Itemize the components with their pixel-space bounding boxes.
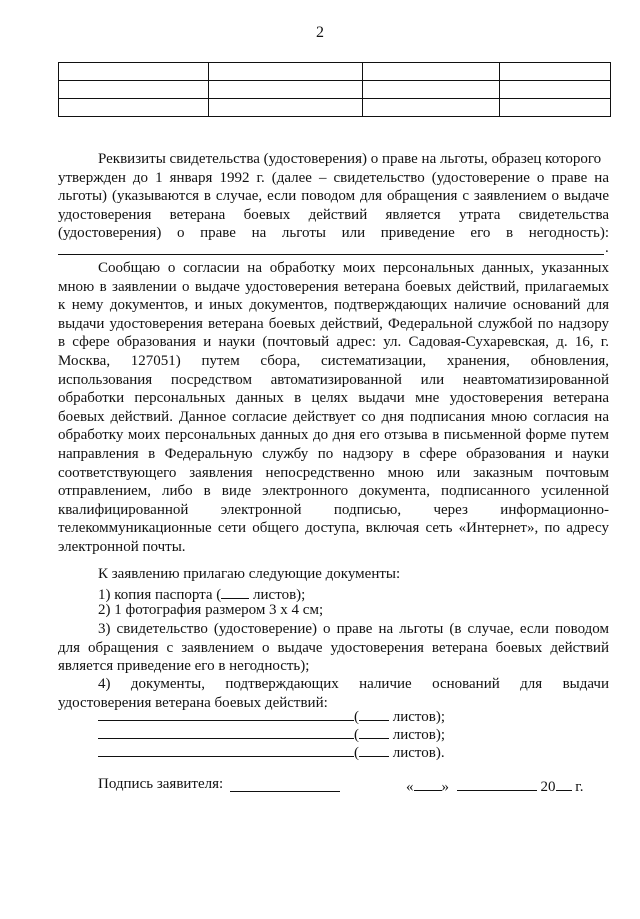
requisites-line: утвержден до 1 января 1992 г. (далее – свидетельство (удостоверение о праве на xyxy=(58,169,609,186)
table-cell[interactable] xyxy=(500,81,611,99)
requisites-line: Реквизиты свидетельства (удостоверения) о праве на льготы, образец которого xyxy=(98,151,602,167)
consent-line: Москва, 127051) путем сбора, систематизации, хранения, обновления, xyxy=(58,352,609,369)
table-cell[interactable] xyxy=(363,63,500,81)
consent-line: выдачи удостоверения ветерана боевых действий, Федеральной службой по надзору xyxy=(58,315,609,332)
requisites-line: (удостоверения) о праве на льготы или приведение его в негодность): xyxy=(58,225,609,242)
attachment-line: 3) свидетельство (удостоверение) о праве на льготы (в случае, если поводом xyxy=(98,621,609,637)
consent-line: боевых действий. Данное согласие действует со дня подписания мною согласия на xyxy=(58,408,609,425)
table-cell[interactable] xyxy=(500,99,611,117)
paren-open: ( xyxy=(354,727,359,743)
sheets-label: листов); xyxy=(389,709,446,725)
attachment-line: для обращения с заявлением о выдаче удостоверения ветерана боевых действий xyxy=(58,639,609,656)
attachment-line: является приведение его в негодность); xyxy=(58,658,310,675)
document-blank-row xyxy=(98,706,445,726)
attachments-intro: К заявлению прилагаю следующие документы: xyxy=(98,566,401,582)
consent-line: мною в заявлении о выдаче удостоверения ветерана боевых действий, прилагаемых xyxy=(58,278,609,295)
consent-line: электронной почты. xyxy=(58,538,186,555)
document-name-field[interactable] xyxy=(98,706,354,721)
consent-line: направления в Федеральную службу по надзору в сфере образования и науки xyxy=(58,445,609,462)
attachment-line: 4) документы, подтверждающих наличие оснований для выдачи xyxy=(98,676,609,692)
signature-date xyxy=(406,776,583,796)
date-year-field[interactable] xyxy=(556,776,572,791)
attachment-item-photo: 2) 1 фотография размером 3 х 4 см; xyxy=(98,602,324,618)
consent-paragraph xyxy=(58,259,609,557)
document-name-field[interactable] xyxy=(98,742,354,757)
attachment-item-text: листов); xyxy=(249,587,306,603)
table-cell[interactable] xyxy=(500,63,611,81)
consent-line: телекоммуникационные сети общего доступа, включая сеть «Интернет», по адресу xyxy=(58,520,609,537)
consent-line: использования посредством автоматизированной или неавтоматизированной xyxy=(58,371,609,388)
date-month-field[interactable] xyxy=(457,776,537,791)
document-sheets-field[interactable] xyxy=(359,742,389,757)
consent-line: в сфере образования и науки (почтовый адрес: ул. Садовая-Сухаревская, д. 16, г. xyxy=(58,334,609,351)
requisites-line: льготы) (указываются в случае, если поводом для обращения с заявлением о выдаче xyxy=(58,188,609,205)
requisites-paragraph xyxy=(58,150,609,243)
table-cell[interactable] xyxy=(59,99,209,117)
consent-line: к нему документов, и иных документов, подтверждающих наличие оснований для xyxy=(58,297,609,314)
consent-line: отправлением, либо в виде электронного документа, подписанного усиленной xyxy=(58,483,609,500)
attachment-item-certificate xyxy=(58,620,609,676)
table-cell[interactable] xyxy=(209,81,363,99)
sheets-label: листов). xyxy=(389,745,445,761)
table-row xyxy=(59,99,611,117)
requisites-blank-end: . xyxy=(605,240,609,256)
requisites-line: удостоверения ветерана боевых действий является утрата свидетельства xyxy=(58,206,609,223)
document-sheets-field[interactable] xyxy=(359,706,389,721)
date-day-field[interactable] xyxy=(414,776,442,791)
attachment-line: удостоверения ветерана боевых действий: xyxy=(58,694,328,711)
document-name-field[interactable] xyxy=(98,724,354,739)
paren-open: ( xyxy=(354,745,359,761)
consent-line: обработку моих персональных данных до дня его отзыва в письменной форме путем xyxy=(58,427,609,444)
paren-open: ( xyxy=(354,709,359,725)
table-cell[interactable] xyxy=(209,63,363,81)
consent-line: квалифицированной электронной подписью, через информационно- xyxy=(58,501,609,518)
year-suffix: г. xyxy=(571,779,584,795)
table-cell[interactable] xyxy=(363,99,500,117)
year-prefix: 20 xyxy=(540,779,556,795)
consent-line: Сообщаю о согласии на обработку моих персональных данных, указанных xyxy=(98,260,609,276)
quote-close: » xyxy=(441,779,449,795)
table-cell[interactable] xyxy=(363,81,500,99)
signature-label: Подпись заявителя: xyxy=(98,776,224,792)
table-cell[interactable] xyxy=(209,99,363,117)
document-sheets-field[interactable] xyxy=(359,724,389,739)
quote-open: « xyxy=(406,779,414,795)
attachment-item-text: 1) копия паспорта ( xyxy=(98,587,222,603)
signature-field[interactable] xyxy=(230,791,340,792)
table-cell[interactable] xyxy=(59,63,209,81)
table-row xyxy=(59,63,611,81)
document-blank-row xyxy=(98,742,445,762)
sheets-label: листов); xyxy=(389,727,446,743)
table-cell[interactable] xyxy=(59,81,209,99)
page-number: 2 xyxy=(316,24,324,41)
requisites-blank-line[interactable] xyxy=(58,254,604,255)
passport-sheets-field[interactable] xyxy=(221,584,249,599)
consent-line: соответствующего заявления непосредственно мною или заказным почтовым xyxy=(58,464,609,481)
consent-line: обработки персональных данных в целях выдачи мне удостоверения ветерана xyxy=(58,390,609,407)
attachment-item-passport xyxy=(98,584,305,604)
document-blank-row xyxy=(98,724,445,744)
requisites-table xyxy=(58,62,611,117)
table-row xyxy=(59,81,611,99)
